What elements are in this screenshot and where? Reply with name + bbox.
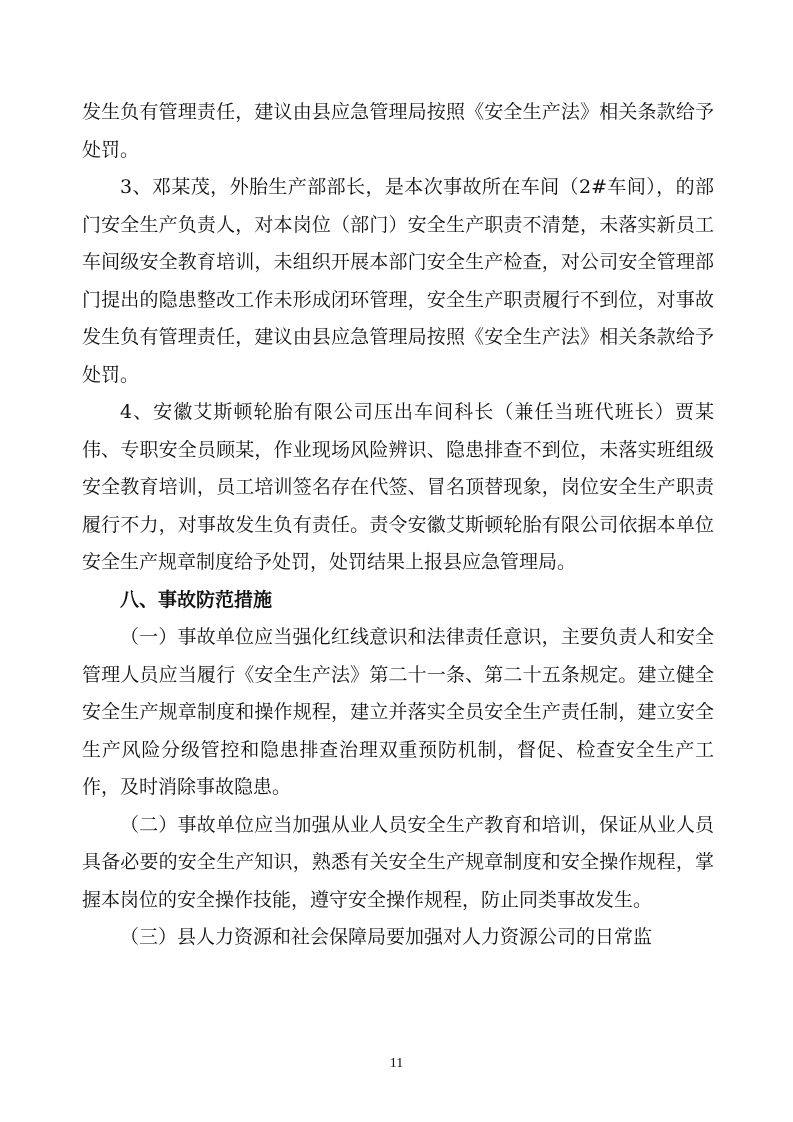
paragraph-continuation: 发生负有管理责任，建议由县应急管理局按照《安全生产法》相关条款给予处罚。 xyxy=(82,101,714,161)
paragraph-item-3: 3、邓某茂，外胎生产部部长，是本次事故所在车间（2#车间），的部门安全生产负责人，对本岗位（部门）安全生产职责不清楚，未落实新员工车间级安全教育培训，未组织开展本部门安全生产检查，对公司安全管理部门提出的隐患整改工作未形成闭环管理，安全生产职责履行不到位，对事故发生负有管理责任，建议由县应急管理局按照《安全生产法》相关条款给予处罚。 xyxy=(82,176,714,386)
measure-paragraph-3: （三）县人力资源和社会保障局要加强对人力资源公司的日常监 xyxy=(120,926,653,948)
document-body xyxy=(82,94,714,957)
measure-paragraph-2: （二）事故单位应当加强从业人员安全生产教育和培训，保证从业人员具备必要的安全生产知识，熟悉有关安全生产规章制度和安全操作规程，掌握本岗位的安全操作技能，遵守安全操作规程，防止同类事故发生。 xyxy=(82,813,714,911)
section-heading: 八、事故防范措施 xyxy=(120,588,273,611)
paragraph-item-4: 4、安徽艾斯顿轮胎有限公司压出车间科长（兼任当班代班长）贾某伟、专职安全员顾某，作业现场风险辨识、隐患排查不到位，未落实班组级安全教育培训，员工培训签名存在代签、冒名顶替现象，岗位安全生产职责履行不力，对事故发生负有责任。责令安徽艾斯顿轮胎有限公司依据本单位安全生产规章制度给予处罚，处罚结果上报县应急管理局。 xyxy=(82,401,714,573)
measure-paragraph-1: （一）事故单位应当强化红线意识和法律责任意识，主要负责人和安全管理人员应当履行《安全生产法》第二十一条、第二十五条规定。建立健全安全生产规章制度和操作规程，建立并落实全员安全生产责任制，建立安全生产风险分级管控和隐患排查治理双重预防机制，督促、检查安全生产工作，及时消除事故隐患。 xyxy=(82,626,714,798)
page-number: 11 xyxy=(389,1056,404,1071)
